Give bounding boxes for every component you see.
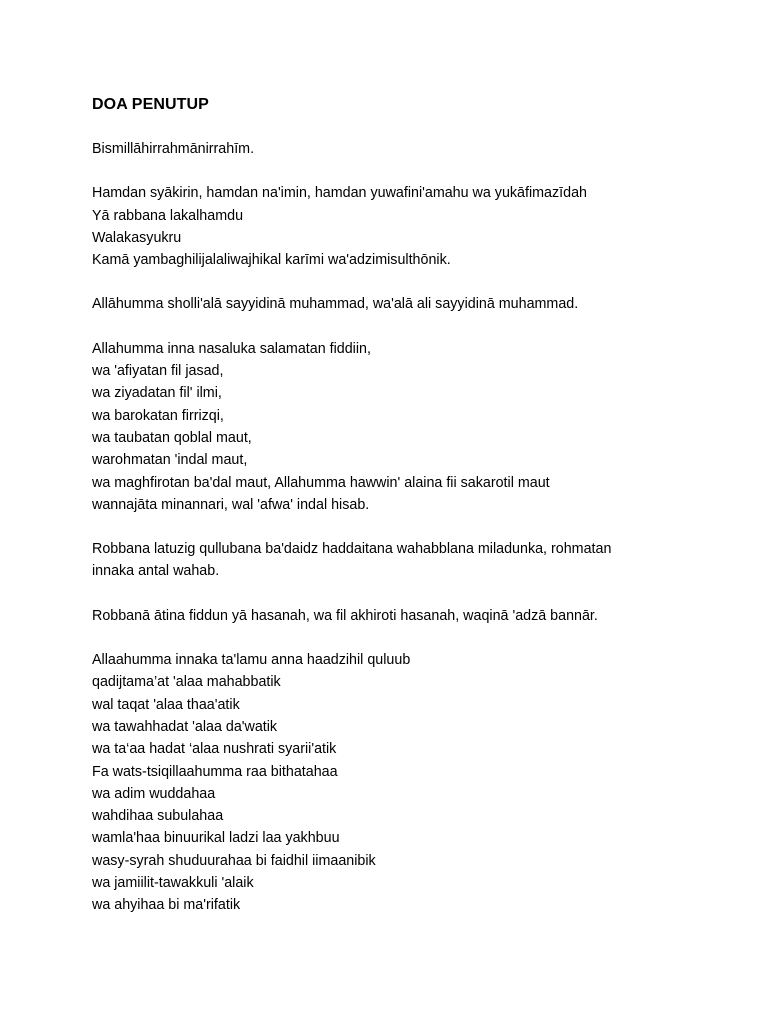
text-line: wa ahyihaa bi ma'rifatik [92, 897, 241, 914]
paragraph [92, 538, 732, 583]
text-line: Bismillāhirrahmānirrahīm. [92, 141, 255, 157]
text-line: Allahumma inna nasaluka salamatan fiddiin, [92, 340, 371, 357]
document-body [92, 138, 732, 917]
text-line: wa adim wuddahaa [92, 785, 216, 802]
text-line: Hamdan syākirin, hamdan na'imin, hamdan yuwafini'amahu wa yukāfimazīdah [92, 185, 587, 202]
text-line: Allaahumma innaka ta'lamu anna haadzihil quluub [92, 652, 411, 669]
text-line: wa 'afiyatan fil jasad, [92, 363, 224, 380]
text-line: wal taqat 'alaa thaa'atik [92, 696, 240, 713]
text-line: wa ta‘aa hadat ‘alaa nushrati syarii'atik [92, 741, 337, 758]
text-line: warohmatan 'indal maut, [92, 452, 248, 469]
paragraph [92, 293, 732, 315]
text-line: wa taubatan qoblal maut, [92, 429, 252, 446]
text-line: Fa wats-tsiqillaahumma raa bithatahaa [92, 763, 338, 780]
paragraph [92, 138, 732, 160]
document-title: DOA PENUTUP [92, 96, 209, 113]
paragraph [92, 605, 732, 627]
text-line: wa tawahhadat 'alaa da'watik [92, 718, 278, 735]
text-line: Robbanā ātina fiddun yā hasanah, wa fil akhiroti hasanah, waqinā 'adzā bannār. [92, 607, 598, 624]
text-line: wa maghfirotan ba'dal maut, Allahumma hawwin' alaina fii sakarotil maut [92, 474, 550, 491]
text-line: wannajāta minannari, wal 'afwa' indal hisab. [92, 496, 370, 513]
text-line: Allāhumma sholli'alā sayyidinā muhammad, wa'alā ali sayyidinā muhammad. [92, 296, 579, 313]
paragraph [92, 649, 732, 917]
text-line: qadijtama’at 'alaa mahabbatik [92, 674, 281, 691]
text-line: innaka antal wahab. [92, 563, 220, 580]
text-line: Robbana latuzig qullubana ba'daidz haddaitana wahabblana miladunka, rohmatan [92, 541, 612, 558]
text-line: wamla'haa binuurikal ladzi laa yakhbuu [92, 830, 340, 847]
document-page [92, 92, 732, 939]
text-line: wahdihaa subulahaa [92, 808, 224, 825]
text-line: Kamā yambaghilijalaliwajhikal karīmi wa'adzimisulthōnik. [92, 252, 451, 269]
text-line: wa jamiilit-tawakkuli 'alaik [92, 875, 254, 892]
text-line: wa barokatan firrizqi, [92, 407, 224, 424]
text-line: Yā rabbana lakalhamdu [92, 207, 244, 224]
text-line: wa ziyadatan fil' ilmi, [92, 385, 222, 402]
text-line: Walakasyukru [92, 229, 182, 246]
paragraph [92, 182, 732, 271]
text-line: wasy-syrah shuduurahaa bi faidhil iimaanibik [92, 852, 376, 869]
paragraph [92, 338, 732, 516]
